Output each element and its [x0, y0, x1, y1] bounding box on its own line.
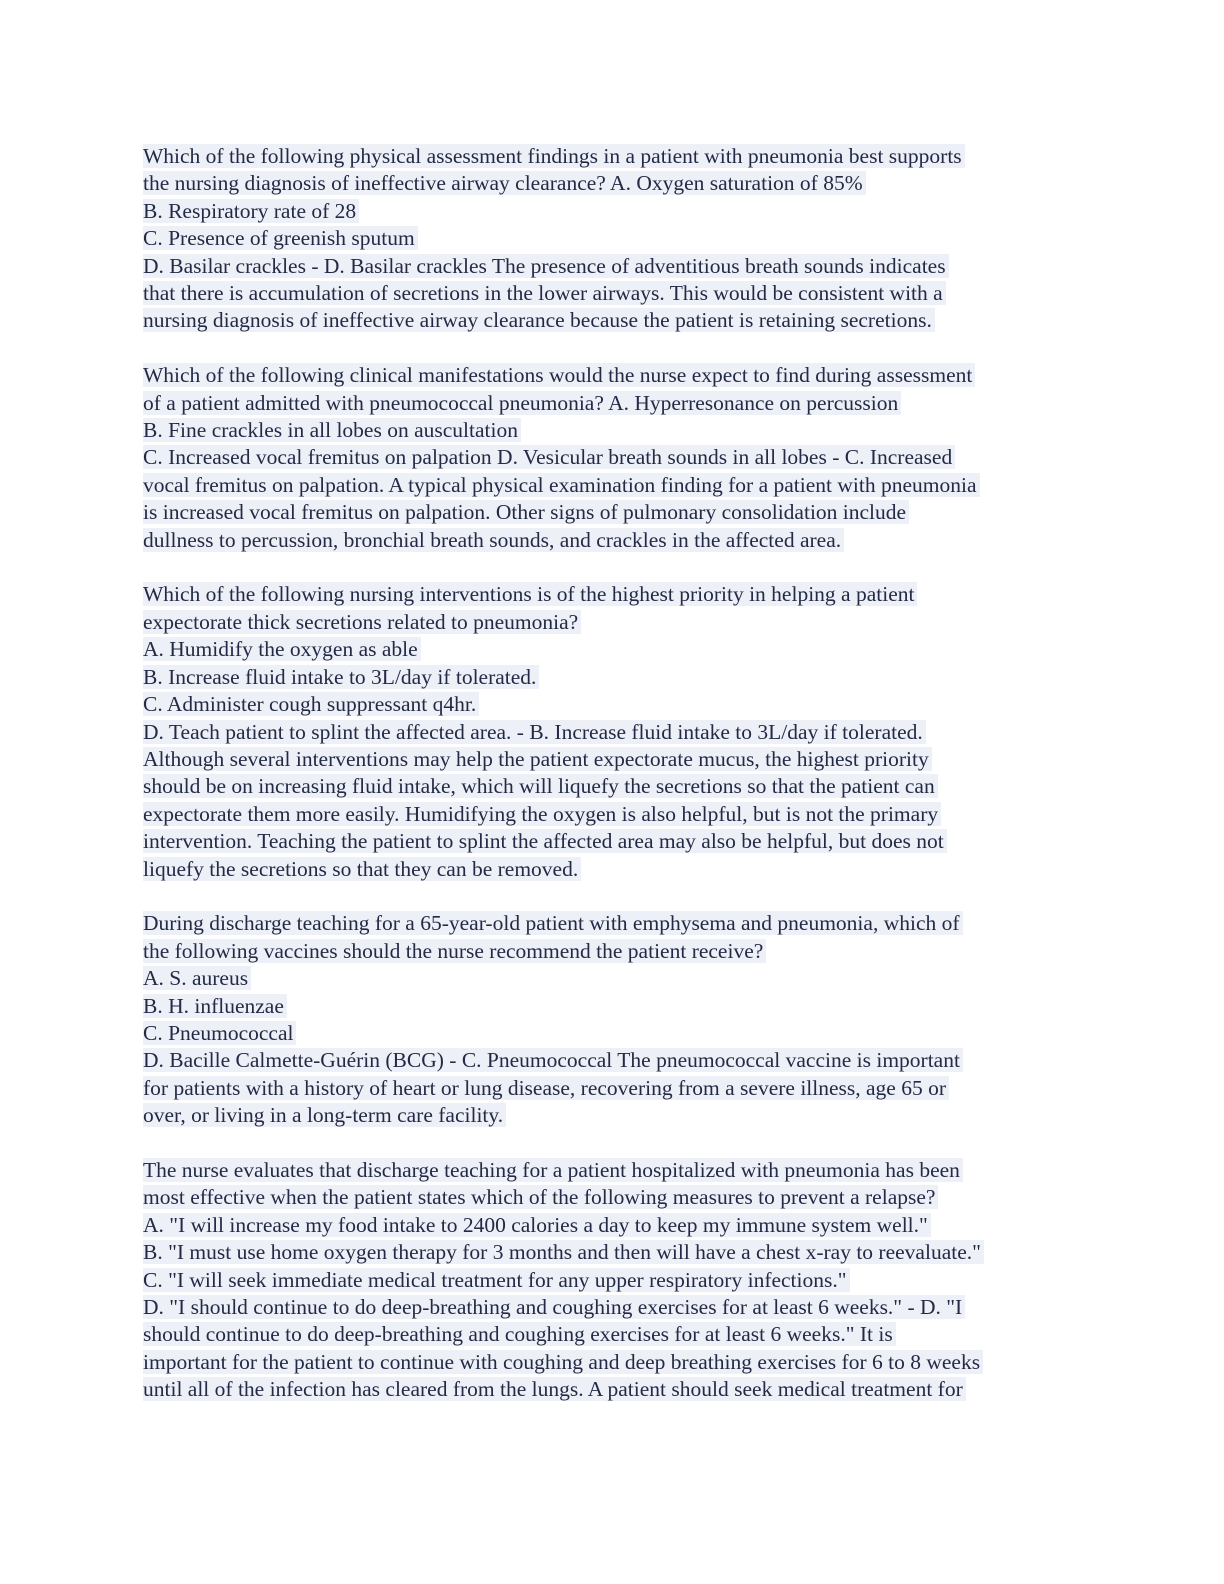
text-line: During discharge teaching for a 65-year-old patient with emphysema and pneumonia, which of	[143, 910, 1083, 937]
text-line: most effective when the patient states which of the following measures to prevent a relapse?	[143, 1184, 1083, 1211]
text-line: of a patient admitted with pneumococcal pneumonia? A. Hyperresonance on percussion	[143, 390, 1083, 417]
text-line: Which of the following nursing interventions is of the highest priority in helping a patient	[143, 581, 1083, 608]
text-line: The nurse evaluates that discharge teaching for a patient hospitalized with pneumonia has been	[143, 1157, 1083, 1184]
text-line: expectorate them more easily. Humidifying the oxygen is also helpful, but is not the primary	[143, 801, 1083, 828]
question-block-4	[143, 910, 1083, 1129]
text-line: Which of the following clinical manifestations would the nurse expect to find during assessment	[143, 362, 1083, 389]
text-line: nursing diagnosis of ineffective airway clearance because the patient is retaining secretions.	[143, 307, 1083, 334]
text-line: D. "I should continue to do deep-breathing and coughing exercises for at least 6 weeks." - D. "I	[143, 1294, 1083, 1321]
text-line: A. "I will increase my food intake to 2400 calories a day to keep my immune system well."	[143, 1212, 1083, 1239]
text-line: the following vaccines should the nurse recommend the patient receive?	[143, 938, 1083, 965]
text-line: C. Presence of greenish sputum	[143, 225, 1083, 252]
text-line: B. Increase fluid intake to 3L/day if tolerated.	[143, 664, 1083, 691]
text-line: B. Fine crackles in all lobes on auscultation	[143, 417, 1083, 444]
text-line: important for the patient to continue with coughing and deep breathing exercises for 6 to 8 weeks	[143, 1349, 1083, 1376]
text-line: expectorate thick secretions related to pneumonia?	[143, 609, 1083, 636]
text-line: intervention. Teaching the patient to splint the affected area may also be helpful, but does not	[143, 828, 1083, 855]
document-page	[143, 143, 1083, 1431]
text-line: for patients with a history of heart or lung disease, recovering from a severe illness, age 65 or	[143, 1075, 1083, 1102]
text-line: vocal fremitus on palpation. A typical physical examination finding for a patient with pneumonia	[143, 472, 1083, 499]
text-line: over, or living in a long-term care facility.	[143, 1102, 1083, 1129]
question-block-3	[143, 581, 1083, 882]
question-block-5	[143, 1157, 1083, 1404]
text-line: A. S. aureus	[143, 965, 1083, 992]
text-line: C. Administer cough suppressant q4hr.	[143, 691, 1083, 718]
text-line: C. Pneumococcal	[143, 1020, 1083, 1047]
text-line: that there is accumulation of secretions in the lower airways. This would be consistent with a	[143, 280, 1083, 307]
text-line: should continue to do deep-breathing and coughing exercises for at least 6 weeks." It is	[143, 1321, 1083, 1348]
text-line: C. Increased vocal fremitus on palpation D. Vesicular breath sounds in all lobes - C. Increased	[143, 444, 1083, 471]
text-line: C. "I will seek immediate medical treatment for any upper respiratory infections."	[143, 1267, 1083, 1294]
text-line: liquefy the secretions so that they can be removed.	[143, 856, 1083, 883]
text-line: D. Bacille Calmette-Guérin (BCG) - C. Pneumococcal The pneumococcal vaccine is important	[143, 1047, 1083, 1074]
text-line: B. Respiratory rate of 28	[143, 198, 1083, 225]
text-line: Although several interventions may help the patient expectorate mucus, the highest priority	[143, 746, 1083, 773]
text-line: D. Teach patient to splint the affected area. - B. Increase fluid intake to 3L/day if tolerated.	[143, 719, 1083, 746]
text-line: dullness to percussion, bronchial breath sounds, and crackles in the affected area.	[143, 527, 1083, 554]
text-line: B. "I must use home oxygen therapy for 3 months and then will have a chest x-ray to reevaluate."	[143, 1239, 1083, 1266]
question-block-1	[143, 143, 1083, 335]
text-line: D. Basilar crackles - D. Basilar crackles The presence of adventitious breath sounds indicates	[143, 253, 1083, 280]
text-line: the nursing diagnosis of ineffective airway clearance? A. Oxygen saturation of 85%	[143, 170, 1083, 197]
text-line: should be on increasing fluid intake, which will liquefy the secretions so that the patient can	[143, 773, 1083, 800]
text-line: Which of the following physical assessment findings in a patient with pneumonia best supports	[143, 143, 1083, 170]
text-line: B. H. influenzae	[143, 993, 1083, 1020]
text-line: A. Humidify the oxygen as able	[143, 636, 1083, 663]
text-line: is increased vocal fremitus on palpation. Other signs of pulmonary consolidation include	[143, 499, 1083, 526]
text-line: until all of the infection has cleared from the lungs. A patient should seek medical treatment for	[143, 1376, 1083, 1403]
question-block-2	[143, 362, 1083, 554]
